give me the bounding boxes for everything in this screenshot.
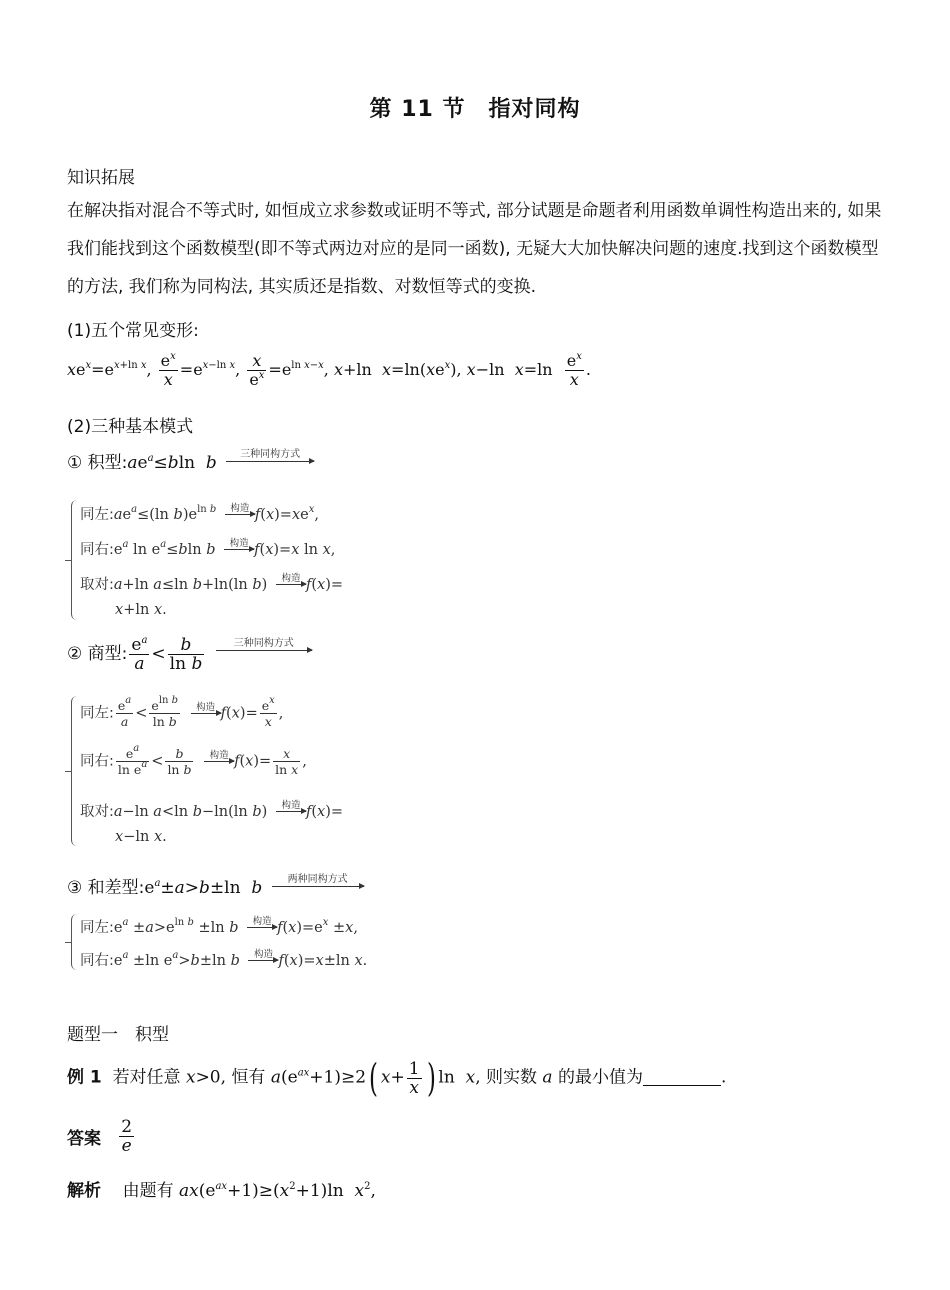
mode1-case-right: 同右$:e^a$ $\ln e^a\le bln$ b 构造 f(x)=x ln x, — [80, 538, 336, 558]
five-transformations: $xe^x=e^{x+ln x}$, $\frac{e^x}{x}$ $=e^{x-ln x}$, $\frac{x}{e^x}$ $=e^{ln x-x}$, x+ln $x=\ln(xe^x)$, x−ln x=ln $\frac{e^x}{x}$ . — [67, 351, 591, 389]
example-label: 例 1 — [67, 1067, 102, 1088]
mode3-case-right: 同右$:e^a \pm\ln$ $e^a>b\pm\ln$ b 构造 f(x)=x±ln x. — [80, 949, 368, 969]
mode1-case-log-cont: x+ln x. — [115, 602, 167, 618]
item2-label: (2)三种基本模式 — [67, 417, 194, 437]
mode3-label: ③ 和差型: — [67, 878, 145, 898]
mode1-case-left: 同左$:ae^a\le(\ln$ $b)e^{ln b}$ 构造 $f(x)=xe^x$, — [80, 503, 319, 523]
mode1-label: ① 积型: — [67, 453, 128, 473]
answer-blank — [643, 1069, 721, 1086]
intro-paragraph: 在解决指对混合不等式时, 如恒成立求参数或证明不等式, 部分试题是命题者利用函数单调性构造出来的, 如果我们能找到这个函数模型(即不等式两边对应的是同一函数), 无疑大大加快解决问题的速度.找到这个函数模型的方法, 我们称为同构法, 其实质还是指数、对数恒等式的变换. — [67, 201, 882, 297]
mode2-case-log-cont: x−ln x. — [115, 829, 167, 845]
mode1-brace — [71, 500, 78, 620]
example-1: 例 1 若对任意 x>0, 恒有 $a(e^{ax}+1)\ge 2$( x+ $\frac{1}{x}$ ) ln x, 则实数 a 的最小值为 . — [67, 1056, 727, 1100]
mode2-case-log: 取对:a−ln a<ln b−ln(ln b) 构造 f(x)= — [80, 800, 343, 820]
three-ways-arrow: 三种同构方式 — [226, 449, 314, 462]
solution-label: 解析 — [67, 1181, 101, 1201]
mode2-heading: ② 商型: $\frac{e^a}{a}$ < $\frac{b}{\text{ln b}}$ 三种同构方式 — [67, 636, 312, 673]
solution-row: 解析 由题有 $ax(e^{ax}+1)\ge(x^2+1)\ln$ $x^2$, — [67, 1181, 376, 1201]
mode3-case-left: 同左$:e^a \pm a>e^{ln b} \pm\ln$ b 构造 $f(x)=e^x \pm x$, — [80, 916, 358, 936]
answer-row — [67, 1118, 136, 1155]
item1-label: (1)五个常见变形: — [67, 321, 199, 341]
mode2-label: ② 商型: — [67, 644, 128, 664]
three-ways-arrow-2: 三种同构方式 — [216, 638, 312, 651]
mode2-case-left: 同左: $\frac{e^a}{a}$ < $\frac{e^{ln b}}{\text{ln b}}$ 构造 f(x)= $\frac{e^x}{x}$ , — [80, 695, 284, 729]
answer-label: 答案 — [67, 1129, 101, 1149]
mode1-heading: ① 积型$:ae^a\le bln$ b 三种同构方式 — [67, 448, 314, 473]
mode3-heading: ③ 和差型$:e^a\pm a>b\pm\ln$ b 两种同构方式 — [67, 873, 364, 898]
mode2-brace — [71, 696, 78, 846]
mode2-case-right: 同右: $\frac{e^a}{\ln e^a}$ < $\frac{b}{\text{ln b}}$ 构造 f(x)= $\frac{x}{\text{ln x}}$ , — [80, 743, 307, 777]
answer-fraction: $\frac{2}{e}$ — [121, 1117, 133, 1156]
mode3-brace — [71, 914, 78, 970]
example-heading: 题型一 积型 — [67, 1025, 169, 1045]
two-ways-arrow: 两种同构方式 — [272, 874, 364, 887]
mode1-case-log: 取对:a+ln a≤ln b+ln(ln b) 构造 f(x)= — [80, 573, 343, 593]
section-heading: 知识拓展 — [67, 168, 135, 188]
page-title: 第 11 节 指对同构 — [369, 97, 581, 122]
